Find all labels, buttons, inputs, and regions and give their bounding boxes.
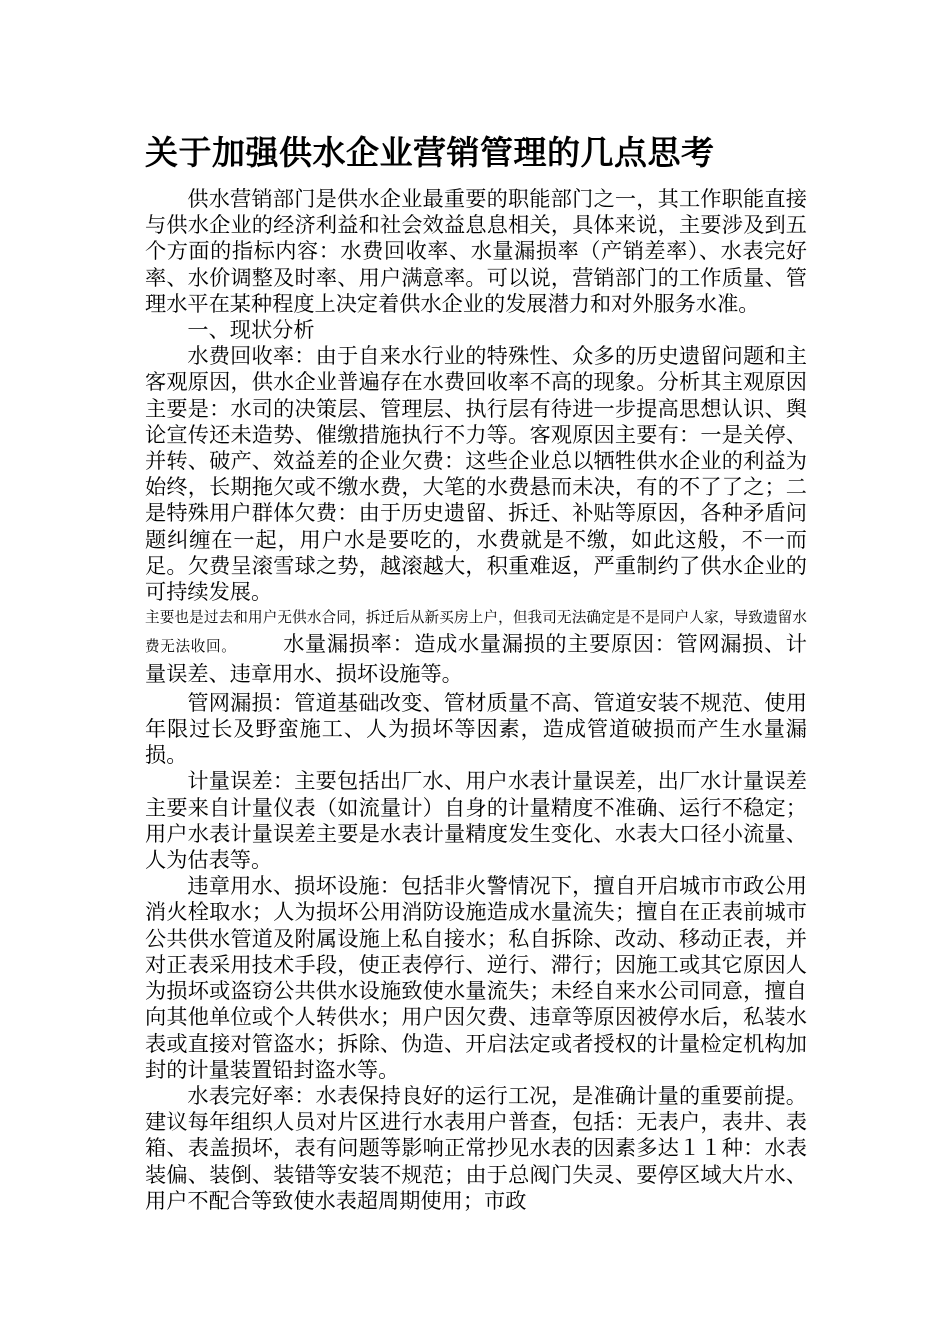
recovery-rate-paragraph: 水费回收率：由于自来水行业的特殊性、众多的历史遗留问题和主客观原因，供水企业普遍存在水费回收率不高的现象。分析其主观原因主要是：水司的决策层、管理层、执行层有待进一步提高思想认识、舆论宣传还未造势、催缴措施执行不力等。客观原因主要有：一是关停、并转、破产、效益差的企业欠费：这些企业总以牺牲供水企业的利益为始终，长期拖欠或不缴水费，大笔的水费悬而未决，有的不了了之；二是特殊用户群体欠费：由于历史遗留、拆迁、补贴等原因，各种矛盾问题纠缠在一起，用户水是要吃的，水费就是不缴，如此这般，不一而足。欠费呈滚雪球之势，越滚越大，积重难返，严重制约了供水企业的可持续发展。 [145,343,807,605]
pipe-leakage-paragraph: 管网漏损：管道基础改变、管材质量不高、管道安装不规范、使用年限过长及野蛮施工、人为损坏等因素，造成管道破损而产生水量漏损。 [145,689,807,768]
metering-error-paragraph: 计量误差：主要包括出厂水、用户水表计量误差，出厂水计量误差主要来自计量仪表（如流量计）自身的计量精度不准确、运行不稳定；用户水表计量误差主要是水表计量精度发生变化、水表大口径小流量、人为估表等。 [145,768,807,873]
leakage-rate-paragraph: 水量漏损率：造成水量漏损的主要原因：管网漏损、计量误差、违章用水、损坏设施等。 [145,631,807,686]
section-heading: 一、现状分析 [187,317,315,343]
small-note-text: 主要也是过去和用户无供水合同，拆迁后从新买房上户，但我司无法确定是不是同户人家，导致遗留水费无法收回。 [145,609,807,656]
note-paragraph [145,605,807,690]
violation-paragraph: 违章用水、损坏设施：包括非火警情况下，擅自开启城市市政公用消火栓取水；人为损坏公用消防设施造成水量流失；擅自在正表前城市公共供水管道及附属设施上私自接水；私自拆除、改动、移动正表，并对正表采用技术手段，使正表停行、逆行、滞行；因施工或其它原因人为损坏或盗窃公共供水设施致使水量流失；未经自来水公司同意，擅自向其他单位或个人转供水；用户因欠费、违章等原因被停水后，私装水表或直接对管盗水；拆除、伪造、开启法定或者授权的计量检定机构加封的计量装置铅封盗水等。 [145,873,807,1082]
intro-paragraph: 供水营销部门是供水企业最重要的职能部门之一，其工作职能直接与供水企业的经济利益和社会效益息息相关，具体来说，主要涉及到五个方面的指标内容：水费回收率、水量漏损率（产销差率）、水表完好率、水价调整及时率、用户满意率。可以说，营销部门的工作质量、管理水平在某种程度上决定着供水企业的发展潜力和对外服务水准。 [145,186,807,316]
document-page [145,128,807,1214]
document-title: 关于加强供水企业营销管理的几点思考 [145,133,715,172]
meter-integrity-paragraph: 水表完好率：水表保持良好的运行工况，是准确计量的重要前提。建议每年组织人员对片区进行水表用户普查，包括：无表户，表井、表箱、表盖损坏，表有问题等影响正常抄见水表的因素多达１１种：水表装偏、装倒、装错等安装不规范；由于总阀门失灵、要停区域大片水、用户不配合等致使水表超周期使用；市政 [145,1082,807,1213]
